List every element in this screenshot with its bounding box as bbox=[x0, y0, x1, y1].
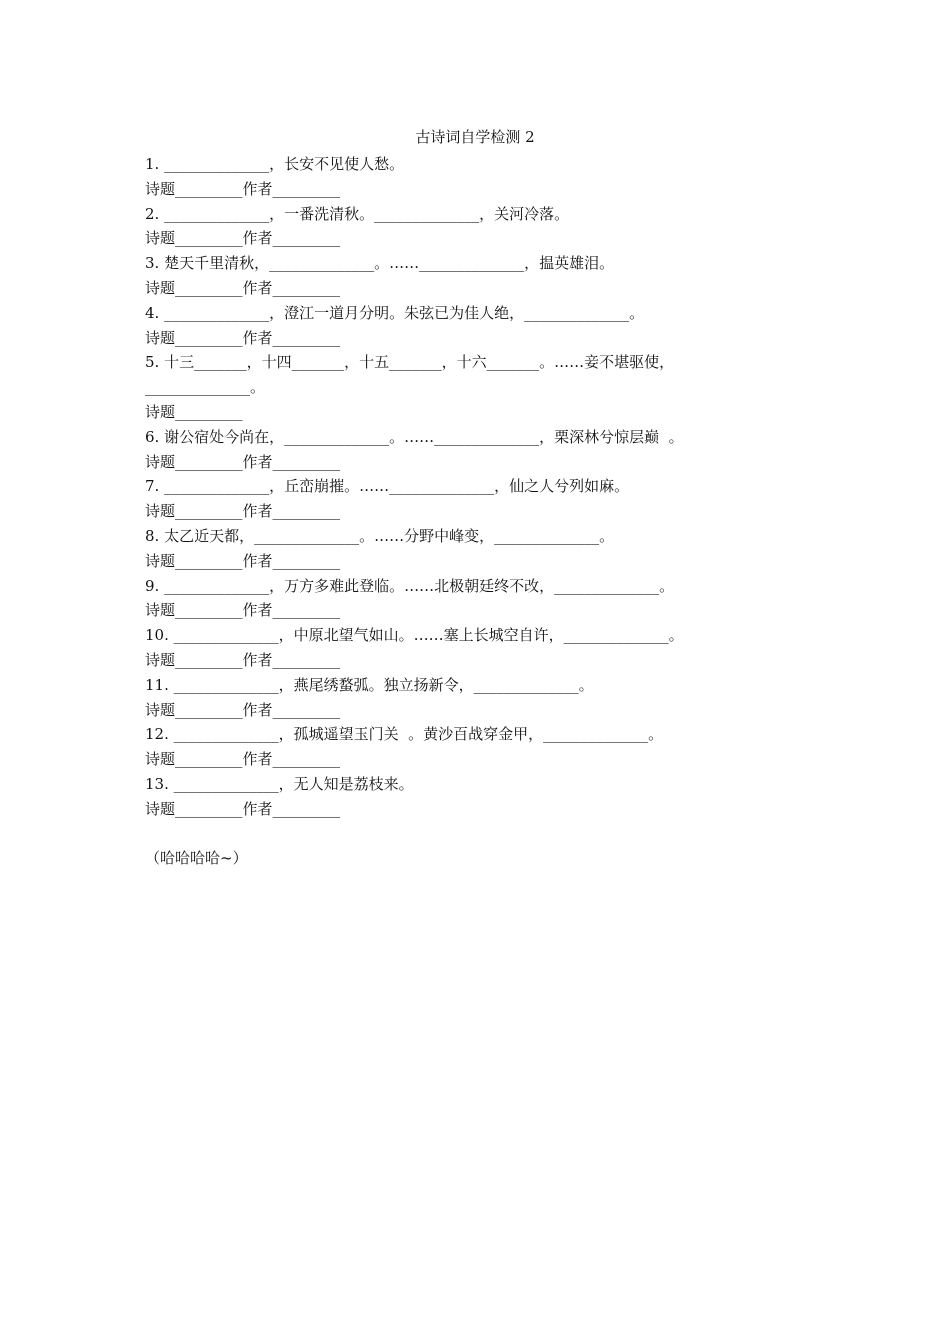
answer-line: 诗题_________作者_________ bbox=[145, 750, 341, 769]
answer-line: 诗题_________作者_________ bbox=[145, 452, 341, 471]
answer-line: 诗题_________作者_________ bbox=[145, 179, 341, 198]
answer-line: 诗题_________作者_________ bbox=[145, 502, 341, 521]
question-line: 7. ______________，丘峦崩摧。……______________，仙之人兮列如麻。 bbox=[145, 477, 630, 496]
question-line: 2. ______________，一番洗清秋。______________，关河冷落。 bbox=[145, 204, 570, 223]
question-line: 9. ______________，万方多难此登临。……北极朝廷终不改，______________。 bbox=[145, 576, 675, 595]
answer-line: 诗题_________作者_________ bbox=[145, 551, 341, 570]
answer-line: 诗题_________作者_________ bbox=[145, 650, 341, 669]
answer-line: 诗题_________作者_________ bbox=[145, 278, 341, 297]
answer-line: 诗题_________作者_________ bbox=[145, 799, 341, 818]
answer-line: 诗题_________作者_________ bbox=[145, 229, 341, 248]
question-line: 4. ______________，澄江一道月分明。朱弦已为佳人绝，______________。 bbox=[145, 303, 645, 322]
answer-line: 诗题_________作者_________ bbox=[145, 328, 341, 347]
question-line: 11. ______________，燕尾绣蝥弧。独立扬新令，______________。 bbox=[145, 675, 594, 694]
question-line: 10. ______________，中原北望气如山。……塞上长城空自许，______________。 bbox=[145, 626, 684, 645]
page-title: 古诗词自学检测 2 bbox=[415, 128, 535, 146]
question-line: 3. 楚天千里清秋，______________。……______________，揾英雄泪。 bbox=[145, 254, 615, 273]
question-line: 8. 太乙近天都，______________。……分野中峰变，______________。 bbox=[145, 526, 615, 545]
question-line: 1. ______________，长安不见使人愁。 bbox=[145, 155, 405, 173]
answer-line: 诗题_________作者_________ bbox=[145, 700, 341, 719]
answer-line: 诗题_________作者_________ bbox=[145, 601, 341, 620]
question-line: 12. ______________，孤城遥望玉门关 。黄沙百战穿金甲，______________。 bbox=[145, 725, 664, 744]
question-line-continued: ______________。 bbox=[145, 378, 266, 397]
footer-note: （哈哈哈哈~） bbox=[145, 849, 248, 867]
question-line: 6. 谢公宿处今尚在，______________。……______________，栗深林兮惊层巅 。 bbox=[145, 427, 684, 446]
question-list bbox=[145, 152, 765, 822]
question-line: 5. 十三_______，十四_______，十五_______，十六_______。……妾不堪驱使， bbox=[145, 353, 675, 372]
question-line: 13. ______________，无人知是荔枝来。 bbox=[145, 774, 414, 793]
answer-line: 诗题_________ bbox=[145, 402, 243, 421]
